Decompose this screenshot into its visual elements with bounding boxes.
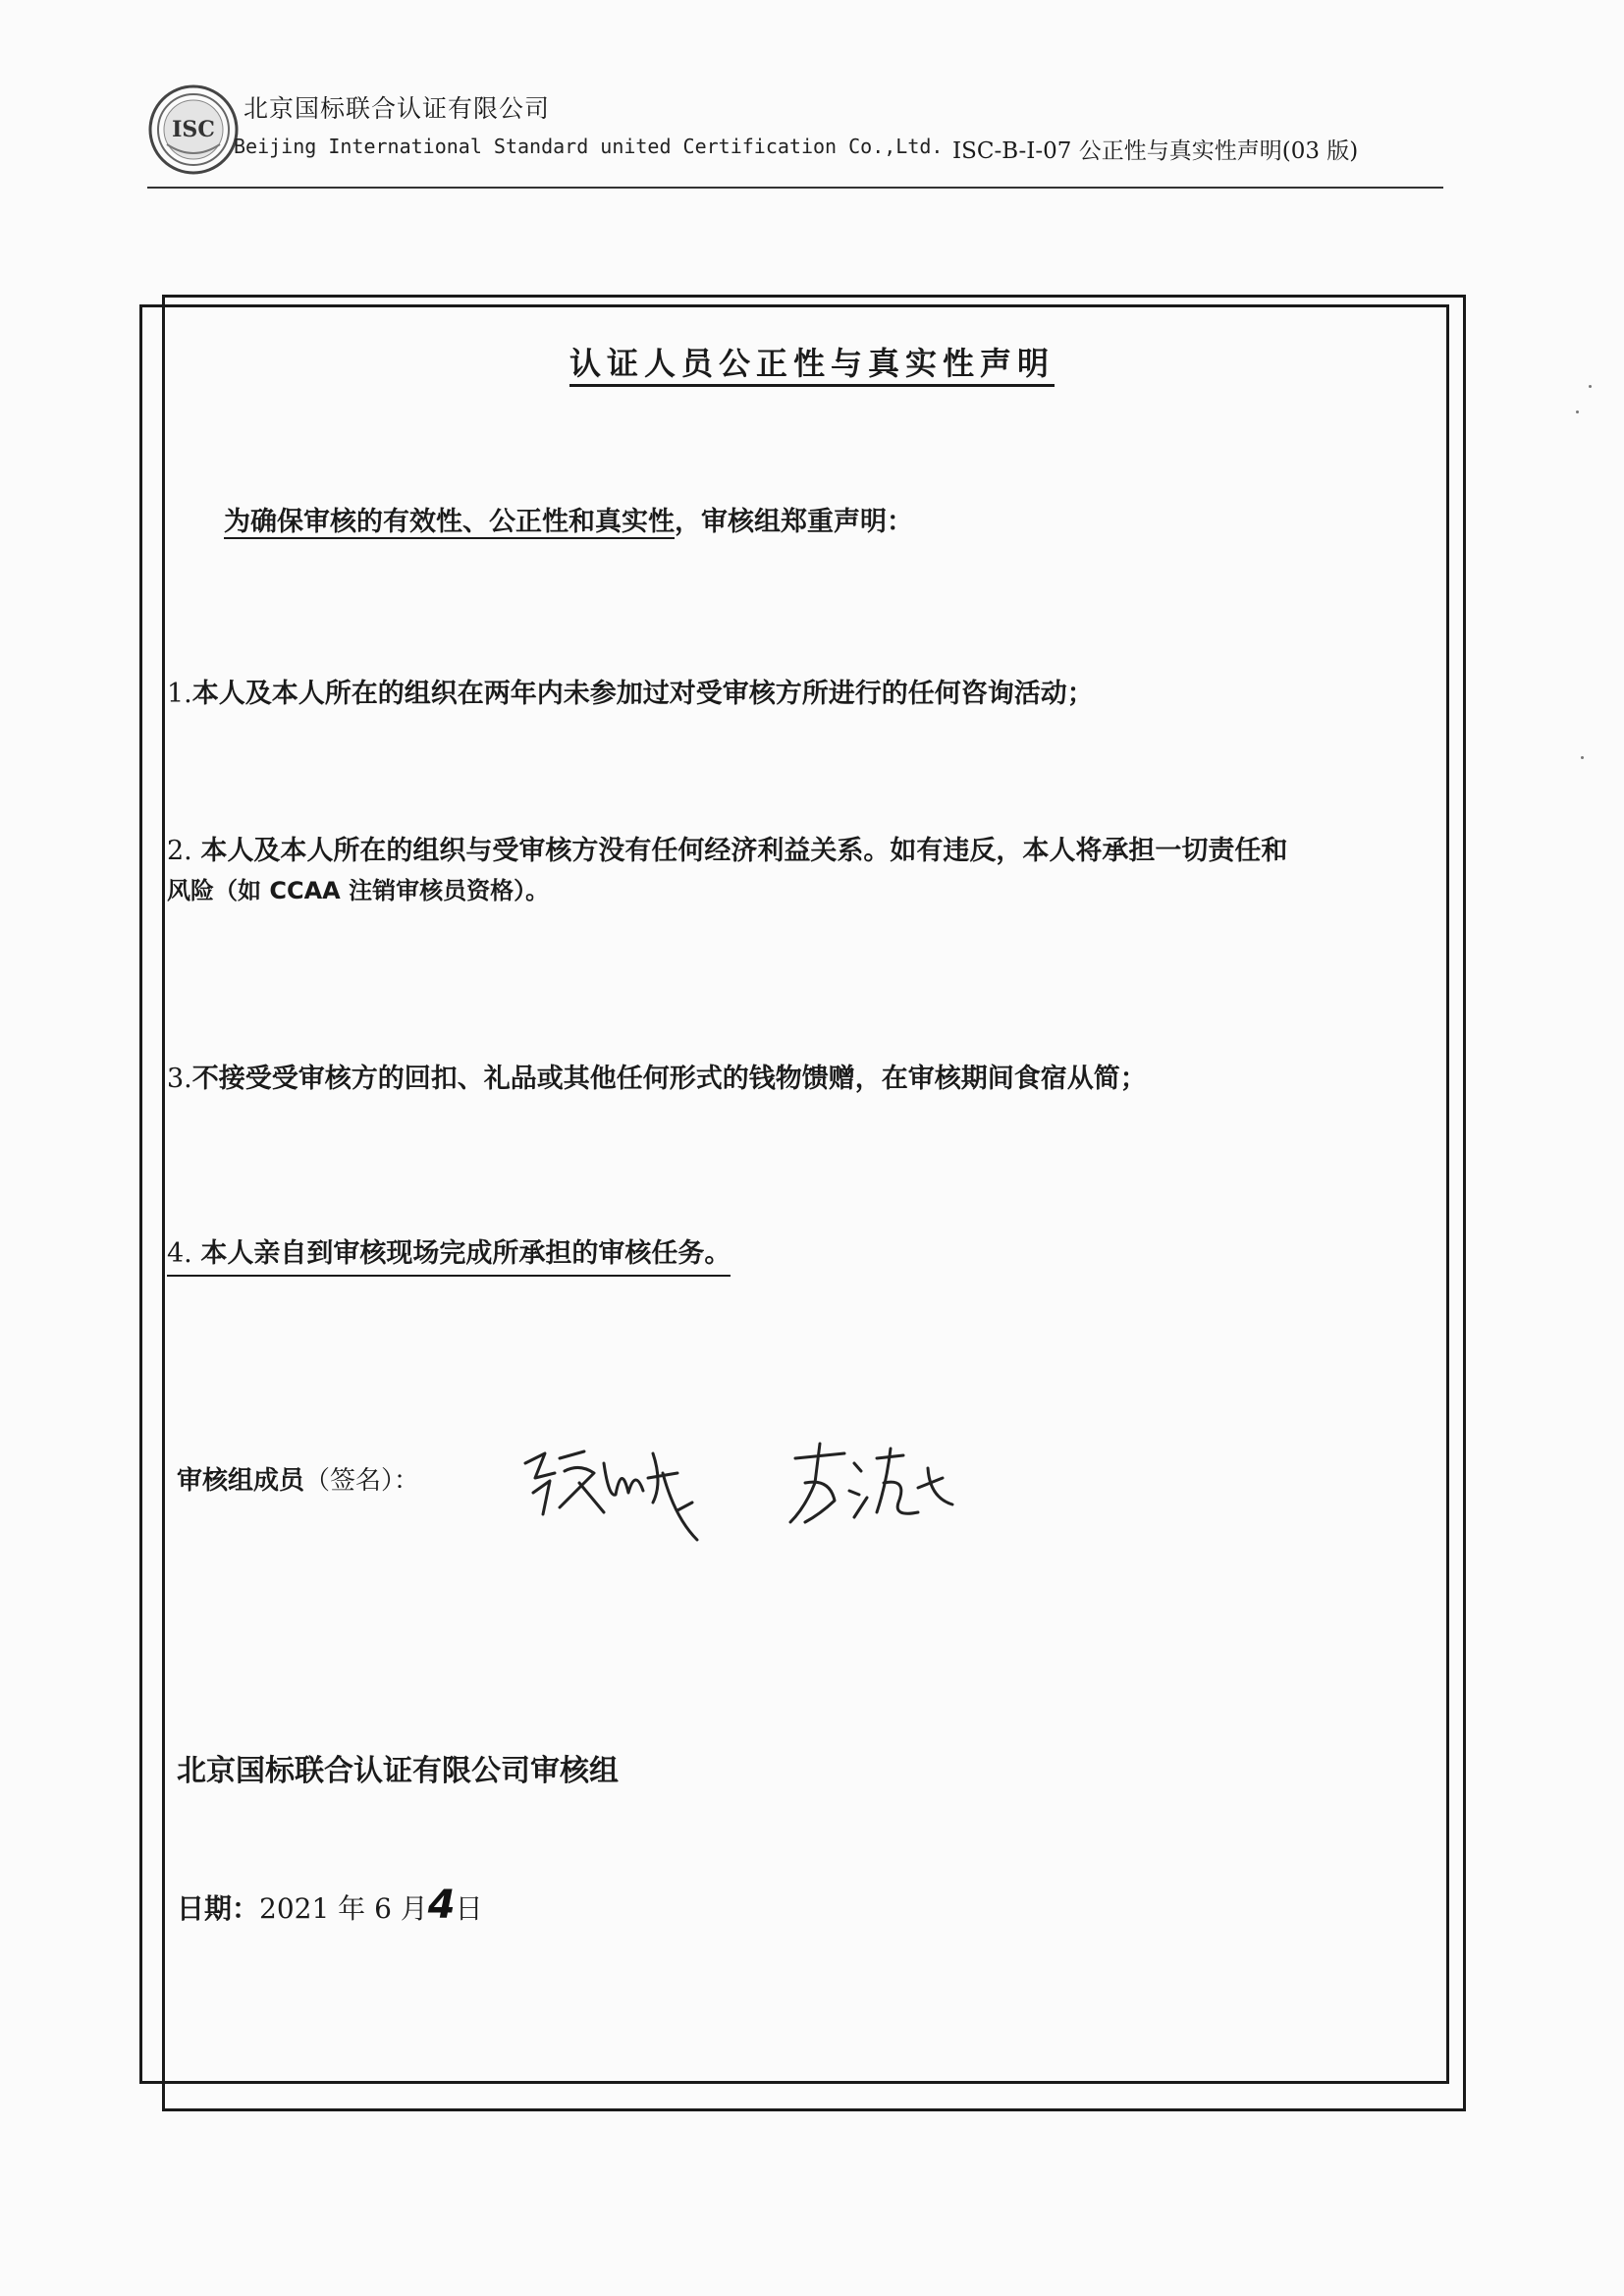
declaration-item-4: 4. 本人亲自到审核现场完成所承担的审核任务。: [167, 1232, 731, 1277]
intro-rest: ，审核组郑重声明：: [675, 507, 913, 537]
letterhead: [147, 83, 1443, 191]
scan-speck: [1576, 410, 1579, 413]
company-name-cn: 北京国标联合认证有限公司: [244, 94, 551, 123]
scan-speck: [1589, 385, 1592, 388]
signature-label: 审核组成员（签名）：: [177, 1466, 420, 1496]
header-divider: [147, 187, 1443, 189]
intro-statement: [224, 501, 913, 543]
declaration-item-2: 2. 本人及本人所在的组织与受审核方没有任何经济利益关系。如有违反，本人将承担一切责任和 风险（如 CCAA 注销审核员资格）。: [167, 836, 1288, 905]
declaration-item-3: 3.不接受受审核方的回扣、礼品或其他任何形式的钱物馈赠，在审核期间食宿从简；: [167, 1064, 1147, 1094]
logo-text: ISC: [172, 117, 215, 142]
date-line: 日期：2021 年 6 月4日: [177, 1883, 483, 1928]
inner-frame: [139, 304, 1449, 2084]
company-logo: [147, 83, 241, 177]
form-code: ISC-B-I-07 公正性与真实性声明(03 版): [952, 138, 1359, 164]
document-title: 认证人员公正性与真实性声明: [0, 339, 1624, 384]
handwritten-signatures: [506, 1424, 977, 1542]
audit-team-organization: 北京国标联合认证有限公司审核组: [177, 1754, 619, 1788]
intro-underlined: 为确保审核的有效性、公正性和真实性: [224, 507, 675, 537]
scan-speck: [1581, 756, 1584, 759]
declaration-item-1: 1.本人及本人所在的组织在两年内未参加过对受审核方所进行的任何咨询活动；: [167, 679, 1094, 709]
company-name-en: Beijing International Standard united Certification Co.,Ltd.: [234, 135, 944, 158]
handwritten-day: 4: [427, 1883, 456, 1928]
